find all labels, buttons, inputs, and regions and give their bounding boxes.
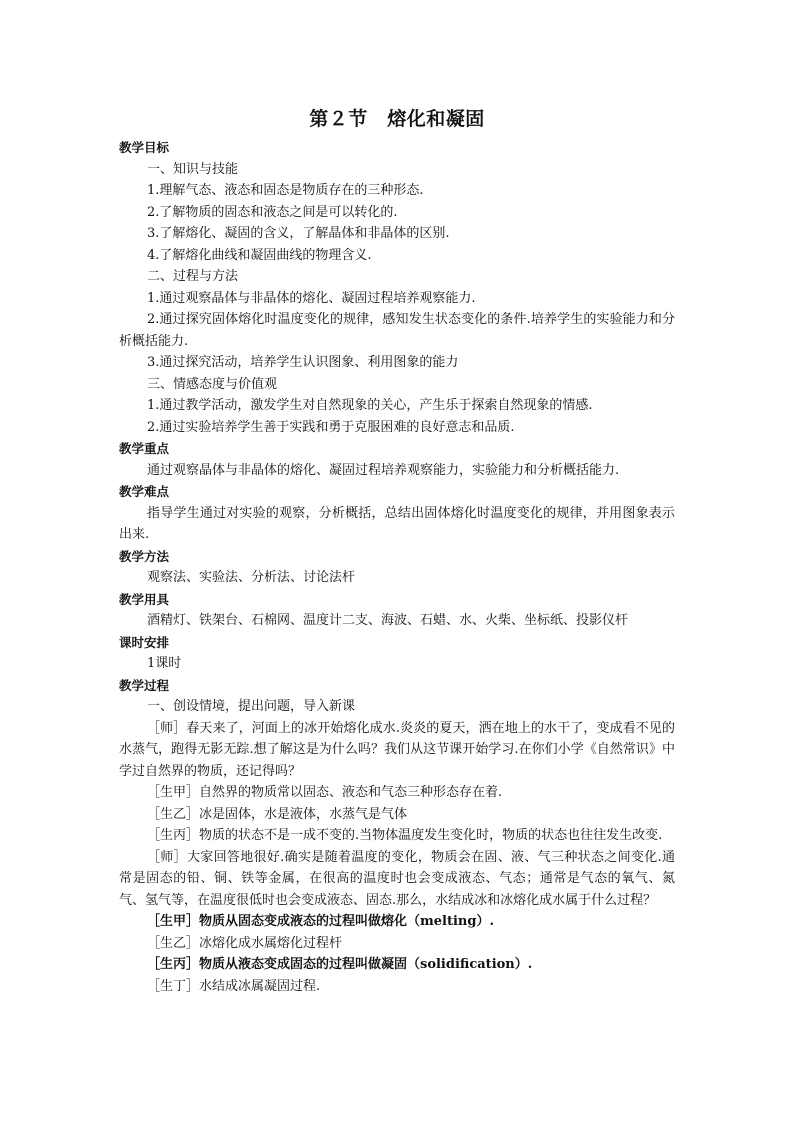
paragraph: ［师］大家回答地很好.确实是随着温度的变化，物质会在固、液、气三种状态之间变化.通常是固态的铅、铜、铁等金属，在很高的温度时也会变成液态、气态；通常是气态的氧气、氮气、氢气等，在温度很低时也会变成液态、固态.那么，水结成冰和冰熔化成水属于什么过程？	[119, 849, 675, 908]
paragraph: 二、过程与方法	[147, 269, 239, 284]
paragraph: 3.了解熔化、凝固的含义，了解晶体和非晶体的区别.	[147, 226, 450, 241]
section-heading-difficulties: 教学难点	[119, 484, 170, 499]
paragraph: ［师］春天来了，河面上的冰开始熔化成水.炎炎的夏天，洒在地上的水干了，变成看不见的水蒸气，跑得无影无踪.想了解这是为什么吗？我们从这节课开始学习.在你们小学《自然常识》中学过自然界的物质，还记得吗？	[119, 720, 675, 779]
section-heading-methods: 教学方法	[119, 548, 170, 564]
paragraph: 1.理解气态、液态和固态是物质存在的三种形态.	[147, 183, 424, 198]
paragraph: 一、知识与技能	[147, 161, 239, 177]
paragraph: 1课时	[147, 656, 182, 671]
dialogue-line: ［生丙］物质从液态变成固态的过程叫做凝固（solidification）.	[147, 957, 533, 972]
section-heading-schedule: 课时安排	[119, 634, 170, 650]
paragraph: 指导学生通过对实验的观察，分析概括，总结出固体熔化时温度变化的规律，并用图象表示出来.	[119, 505, 675, 542]
paragraph: 通过观察晶体与非晶体的熔化、凝固过程培养观察能力，实验能力和分析概括能力.	[147, 462, 620, 478]
paragraph: ［生乙］冰是固体，水是液体，水蒸气是气体	[147, 806, 408, 822]
dialogue-line: ［生乙］冰熔化成水属熔化过程杆	[147, 935, 343, 951]
section-heading-objectives: 教学目标	[119, 140, 170, 155]
dialogue-line: ［生丁］水结成冰属凝固过程.	[147, 978, 321, 994]
paragraph: 1.通过教学活动，激发学生对自然现象的关心，产生乐于探索自然现象的情感.	[147, 398, 593, 413]
paragraph: ［生丙］物质的状态不是一成不变的.当物体温度发生变化时，物质的状态也往往发生改变.	[147, 828, 663, 843]
paragraph: 3.通过探究活动，培养学生认识图象、利用图象的能力	[147, 355, 459, 370]
paragraph: 一、创设情境，提出问题，导入新课	[147, 699, 356, 714]
paragraph: 观察法、实验法、分析法、讨论法杆	[147, 570, 356, 585]
paragraph: 2.通过探究固体熔化时温度变化的规律，感知发生状态变化的条件.培养学生的实验能力和分析概括能力.	[119, 312, 675, 349]
paragraph: 1.通过观察晶体与非晶体的熔化、凝固过程培养观察能力.	[147, 290, 476, 306]
paragraph: 2.了解物质的固态和液态之间是可以转化的.	[147, 204, 398, 220]
paragraph: 酒精灯、铁架台、石棉网、温度计二支、海波、石蜡、水、火柴、坐标纸、投影仪杆	[147, 613, 629, 628]
section-heading-materials: 教学用具	[119, 591, 170, 607]
section-heading-key-points: 教学重点	[119, 441, 170, 456]
section-heading-process: 教学过程	[119, 677, 170, 693]
paragraph: 三、情感态度与价值观	[147, 376, 278, 392]
paragraph: 4.了解熔化曲线和凝固曲线的物理含义.	[147, 247, 372, 263]
page-title: 第２节 熔化和凝固	[309, 108, 485, 130]
paragraph: ［生甲］自然界的物质常以固态、液态和气态三种形态存在着.	[147, 785, 503, 800]
document-body	[119, 137, 675, 997]
paragraph: 2.通过实验培养学生善于实践和勇于克服困难的良好意志和品质.	[147, 419, 515, 435]
dialogue-line: ［生甲］物质从固态变成液态的过程叫做熔化（melting）.	[147, 914, 494, 929]
